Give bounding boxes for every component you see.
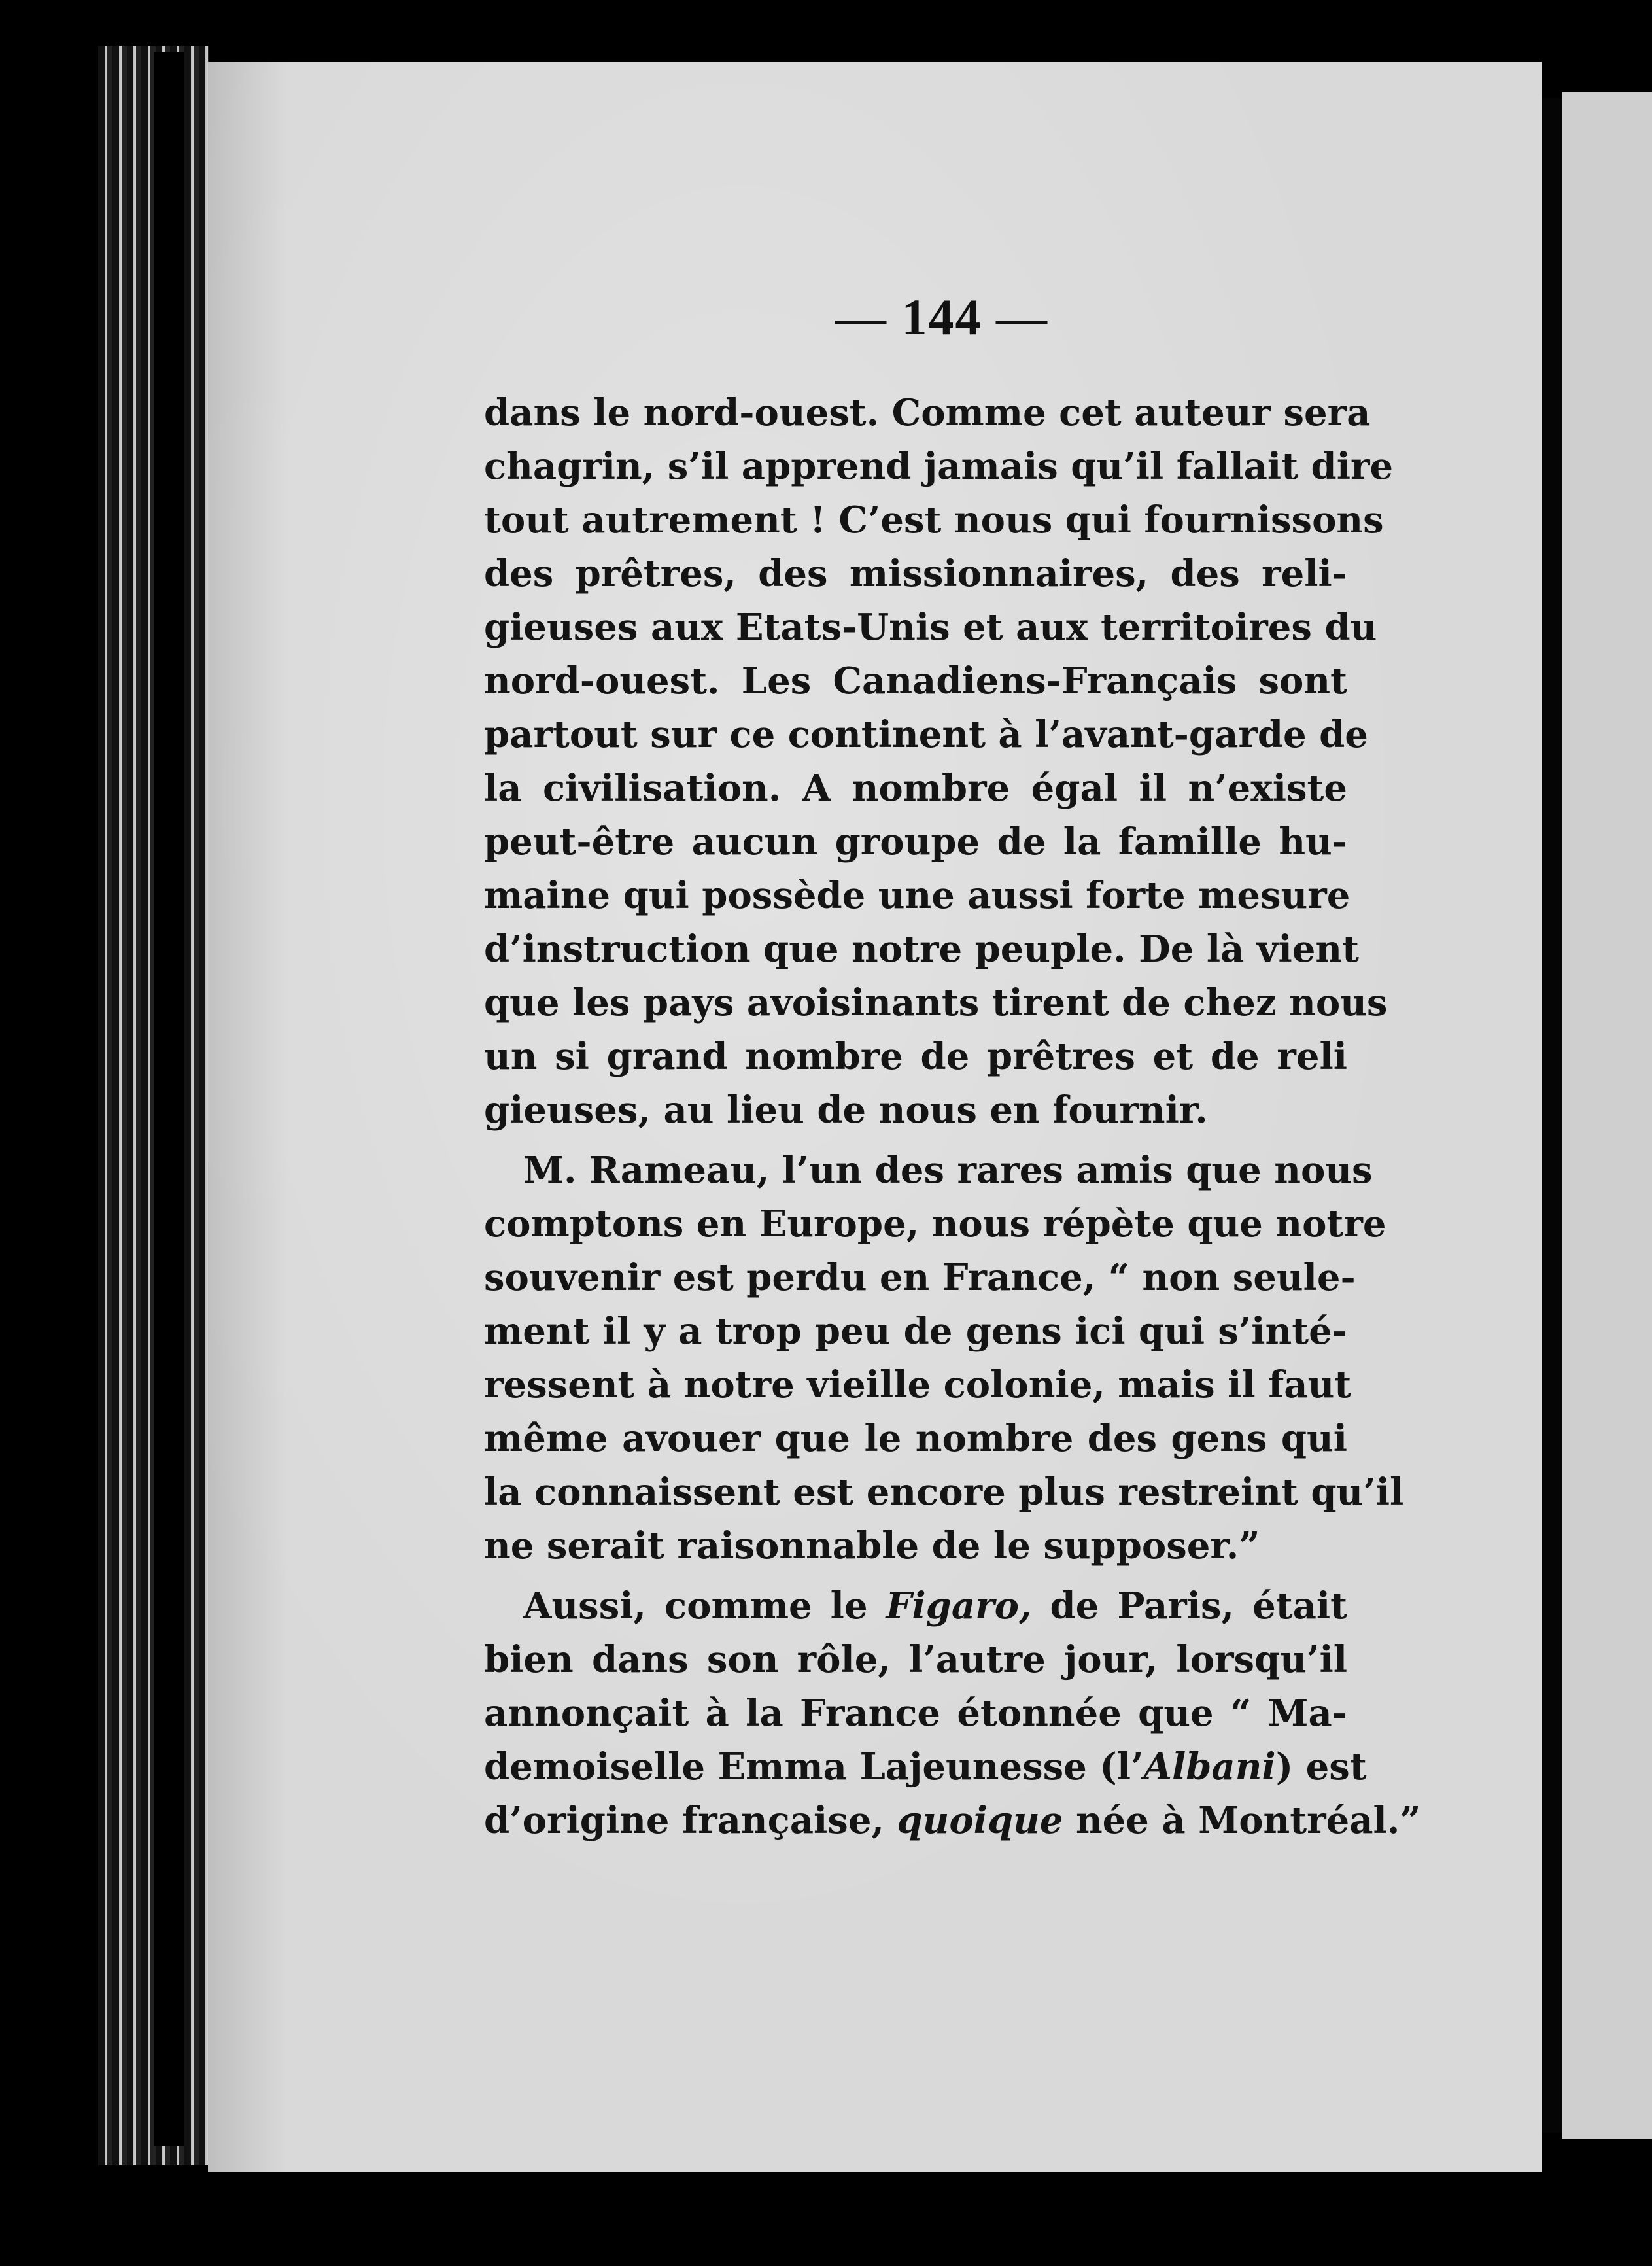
- text-line: [484, 1740, 1367, 1794]
- text-line: tout autrement ! C’est nous qui fournissons: [484, 498, 1384, 542]
- text-line: peut-être aucun groupe de la famille hu-: [484, 820, 1347, 863]
- paragraph-1: [484, 386, 1394, 1137]
- paragraph-2: [484, 1143, 1404, 1573]
- text-run: demoiselle Emma Lajeunesse (l’: [484, 1745, 1144, 1788]
- text-run: de Paris, était: [1031, 1584, 1347, 1628]
- text-line: des prêtres, des missionnaires, des reli-: [484, 552, 1347, 595]
- text-line: la civilisation. A nombre égal il n’existe: [484, 767, 1347, 810]
- text-run: ) est: [1275, 1745, 1367, 1788]
- text-line: la connaissent est encore plus restreint qu’il: [484, 1471, 1404, 1514]
- text-line: annonçait à la France étonnée que “ Ma-: [484, 1692, 1347, 1735]
- text-line: partout sur ce continent à l’avant-garde de: [484, 713, 1368, 756]
- text-line: chagrin, s’il apprend jamais qu’il fallait dire: [484, 445, 1394, 488]
- text-line: souvenir est perdu en France, “ non seule-: [484, 1256, 1356, 1299]
- text-line: [484, 1579, 1347, 1633]
- text-line: que les pays avoisinants tirent de chez nous: [484, 981, 1388, 1024]
- text-line: comptons en Europe, nous répète que notre: [484, 1202, 1386, 1246]
- page-edge-shadow: [154, 52, 184, 2146]
- text-line: gieuses aux Etats-Unis et aux territoires du: [484, 606, 1377, 649]
- paragraph-3: [484, 1579, 1421, 1847]
- text-line: [484, 1794, 1421, 1847]
- text-line: un si grand nombre de prêtres et de reli: [484, 1035, 1347, 1078]
- text-line: d’instruction que notre peuple. De là vient: [484, 928, 1359, 971]
- page-number: — 144 —: [835, 288, 1048, 345]
- text-line: dans le nord-ouest. Comme cet auteur sera: [484, 391, 1371, 434]
- text-run: née à Montréal.”: [1063, 1799, 1421, 1842]
- text-line: M. Rameau, l’un des rares amis que nous: [523, 1149, 1373, 1192]
- text-run: d’origine française,: [484, 1799, 897, 1842]
- text-line: maine qui possède une aussi forte mesure: [484, 874, 1351, 917]
- page-edges: [98, 46, 209, 2165]
- text-line: gieuses, au lieu de nous en fournir.: [484, 1089, 1208, 1132]
- emphasis: quoique: [897, 1799, 1063, 1842]
- newspaper-title: Figaro,: [886, 1584, 1032, 1628]
- stage-name: Albani: [1143, 1745, 1276, 1788]
- text-run: Aussi, comme le: [523, 1584, 886, 1628]
- book-gutter: [1542, 98, 1562, 2133]
- text-line: ne serait raisonnable de le supposer.”: [484, 1524, 1260, 1567]
- text-line: nord-ouest. Les Canadiens-Français sont: [484, 659, 1347, 703]
- text-line: ment il y a trop peu de gens ici qui s’inté-: [484, 1310, 1347, 1353]
- text-line: même avouer que le nombre des gens qui: [484, 1417, 1347, 1460]
- text-line: bien dans son rôle, l’autre jour, lorsqu’il: [484, 1638, 1347, 1681]
- facing-page-edge: [1562, 92, 1652, 2139]
- body-text: [484, 386, 1421, 1854]
- text-line: ressent à notre vieille colonie, mais il faut: [484, 1363, 1352, 1406]
